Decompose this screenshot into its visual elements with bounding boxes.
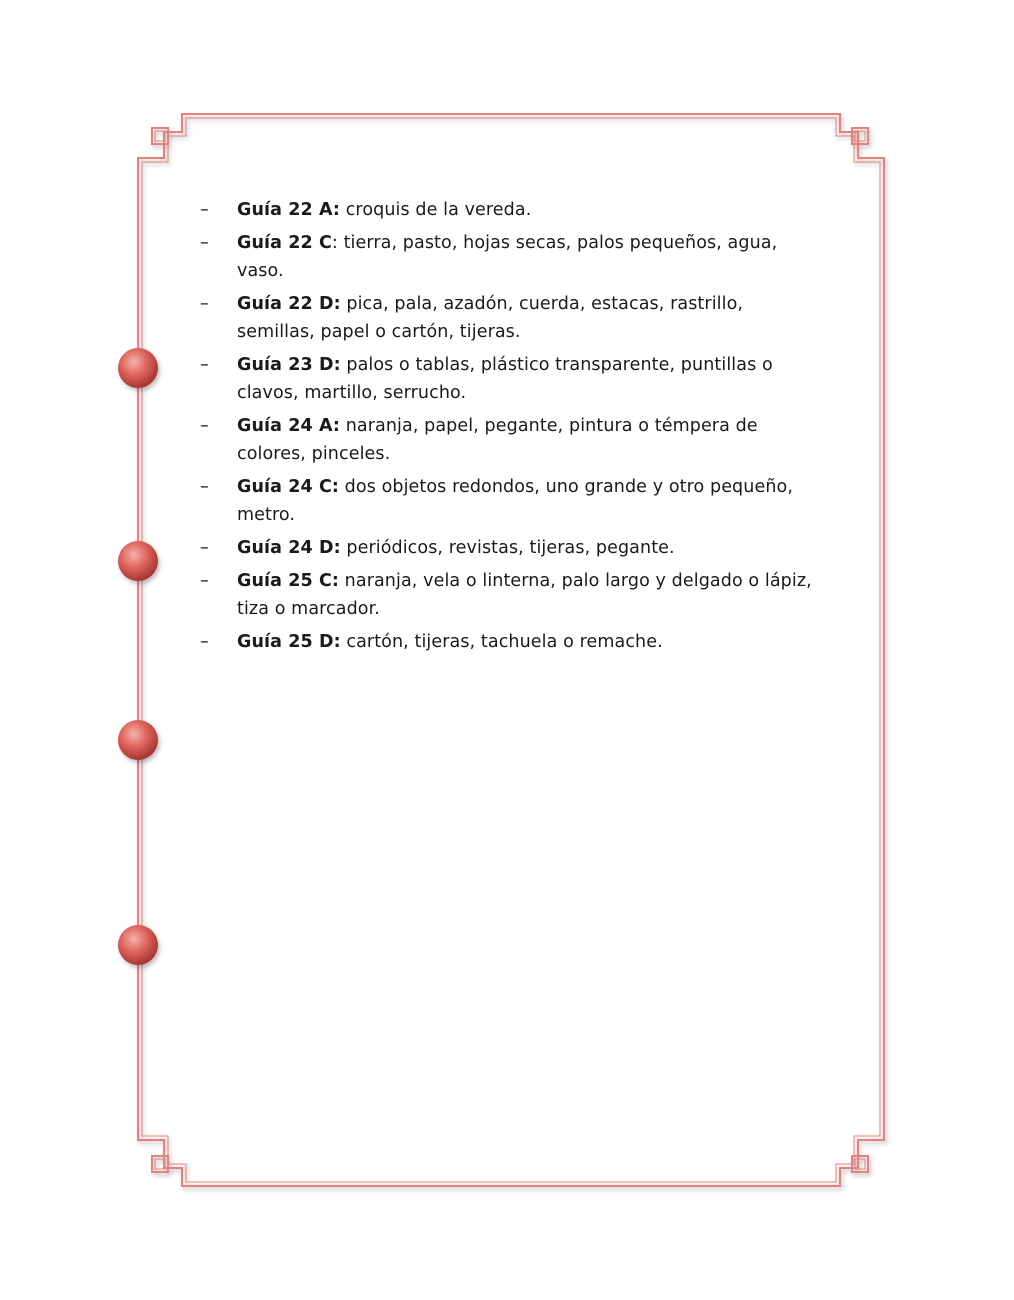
dash-bullet: – <box>200 571 209 591</box>
list-item <box>200 567 820 623</box>
guide-label: Guía 23 D: <box>237 355 341 375</box>
materials-text: : tierra, pasto, hojas secas, palos pequeños, agua, vaso. <box>237 233 778 281</box>
materials-text: croquis de la vereda. <box>340 200 532 220</box>
guide-label: Guía 22 A: <box>237 200 341 220</box>
materials-text: cartón, tijeras, tachuela o remache. <box>340 632 663 652</box>
list-item <box>200 351 820 407</box>
binder-ring <box>118 541 158 581</box>
materials-list <box>200 196 820 661</box>
guide-label: Guía 25 D: <box>237 632 341 652</box>
materials-text: periódicos, revistas, tijeras, pegante. <box>340 538 675 558</box>
list-item <box>200 628 820 656</box>
dash-bullet: – <box>200 632 209 652</box>
binder-ring <box>118 720 158 760</box>
guide-label: Guía 22 C <box>237 233 332 253</box>
binder-ring <box>118 925 158 965</box>
guide-label: Guía 24 A: <box>237 416 341 436</box>
dash-bullet: – <box>200 538 209 558</box>
list-item <box>200 412 820 468</box>
list-item <box>200 196 820 224</box>
materials-text: dos objetos redondos, uno grande y otro pequeño, metro. <box>237 477 793 525</box>
dash-bullet: – <box>200 200 209 220</box>
guide-label: Guía 24 D: <box>237 538 341 558</box>
list-item <box>200 534 820 562</box>
list-item <box>200 290 820 346</box>
list-item <box>200 473 820 529</box>
materials-text: palos o tablas, plástico transparente, puntillas o clavos, martillo, serrucho. <box>237 355 773 403</box>
list-item <box>200 229 820 285</box>
materials-text: pica, pala, azadón, cuerda, estacas, rastrillo, semillas, papel o cartón, tijeras. <box>237 294 744 342</box>
materials-text: naranja, vela o linterna, palo largo y delgado o lápiz, tiza o marcador. <box>237 571 812 619</box>
dash-bullet: – <box>200 294 209 314</box>
dash-bullet: – <box>200 233 209 253</box>
dash-bullet: – <box>200 416 209 436</box>
guide-label: Guía 24 C: <box>237 477 340 497</box>
binder-ring <box>118 348 158 388</box>
guide-label: Guía 22 D: <box>237 294 341 314</box>
dash-bullet: – <box>200 355 209 375</box>
guide-label: Guía 25 C: <box>237 571 340 591</box>
materials-text: naranja, papel, pegante, pintura o témpera de colores, pinceles. <box>237 416 758 464</box>
dash-bullet: – <box>200 477 209 497</box>
